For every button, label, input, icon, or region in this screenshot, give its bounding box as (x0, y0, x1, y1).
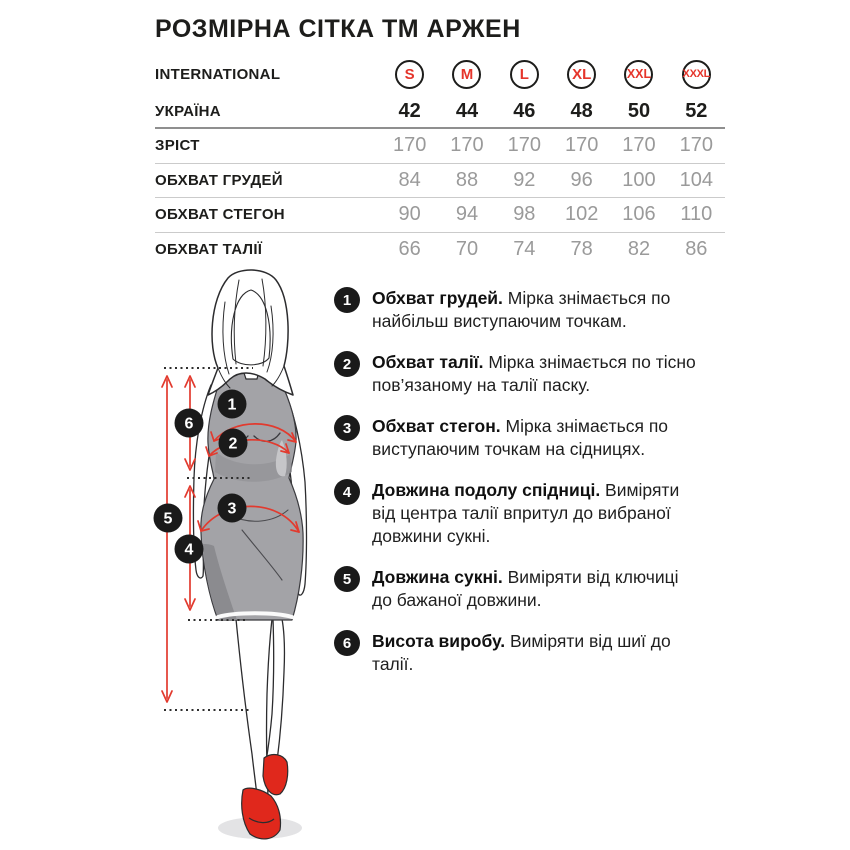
figure-badge-3-num: 3 (227, 500, 237, 518)
list-text (372, 630, 696, 676)
size-label: XL (572, 65, 592, 83)
international-row (155, 52, 725, 96)
size-circle-xxxl (668, 60, 725, 89)
ukraine-label: УКРАЇНА (155, 102, 221, 120)
red-heels (242, 755, 288, 839)
row-label: ОБХВАТ ГРУДЕЙ (155, 171, 283, 189)
cell-value: 170 (622, 134, 656, 157)
measure-term: Довжина сукні. (372, 567, 503, 587)
list-item-2 (334, 351, 738, 397)
ukraine-size: 46 (513, 99, 536, 122)
cell-value: 70 (455, 237, 479, 260)
figure-badge-5-num: 5 (163, 510, 173, 528)
list-badge-2: 2 (334, 351, 360, 377)
measure-desc: Мірка знімається по виступаючим точкам на сідницях. (372, 416, 669, 459)
measure-desc: Мірка знімається по найбільш виступаючим точкам. (372, 288, 671, 331)
dress (201, 373, 303, 620)
measure-desc: Виміряти від центра талії впритул до вибраної довжини сукні. (372, 480, 680, 546)
size-circle-xl (553, 60, 610, 89)
measurement-figure (140, 262, 350, 850)
row-label: ЗРІСТ (155, 137, 200, 155)
table-row-height (155, 129, 725, 163)
measure-term: Обхват грудей. (372, 288, 503, 308)
measurements-table-body (155, 127, 725, 266)
figure-badge-1-num: 1 (227, 396, 237, 414)
size-table (155, 52, 725, 266)
cell-value: 96 (570, 168, 593, 191)
list-badge-1: 1 (334, 287, 360, 313)
table-row-bust (155, 163, 725, 198)
cell-value: 170 (679, 134, 713, 157)
list-item-5 (334, 566, 738, 612)
measure-term: Довжина подолу спідниці. (372, 480, 601, 500)
ukraine-size: 48 (570, 99, 593, 122)
size-circle-xxl (610, 60, 667, 89)
measure-term: Обхват стегон. (372, 416, 501, 436)
list-badge-4: 4 (334, 479, 360, 505)
cell-value: 170 (392, 134, 427, 157)
list-text (372, 479, 696, 548)
list-badge-5: 5 (334, 566, 360, 592)
ukraine-size: 50 (627, 99, 651, 122)
cell-value: 66 (398, 237, 421, 260)
size-circle (452, 60, 481, 89)
cell-value: 170 (450, 134, 484, 157)
cell-value: 100 (622, 168, 656, 191)
size-label: L (519, 65, 529, 83)
size-label: M (460, 65, 474, 83)
size-circle (682, 60, 711, 89)
measurement-list (334, 287, 738, 694)
list-text (372, 351, 696, 397)
table-row-hips (155, 197, 725, 232)
measure-desc: Мірка знімається по тісно пов’язаному на талії паску. (372, 352, 696, 395)
list-item-4 (334, 479, 738, 548)
cell-value: 106 (622, 203, 656, 226)
list-badge-3: 3 (334, 415, 360, 441)
cell-value: 110 (680, 203, 713, 226)
cell-value: 170 (564, 134, 599, 157)
cell-value: 74 (513, 237, 536, 260)
international-label: INTERNATIONAL (155, 65, 281, 83)
page-title: РОЗМІРНА СІТКА ТМ АРЖЕН (155, 15, 521, 43)
cell-value: 98 (513, 203, 536, 226)
cell-value: 82 (627, 237, 651, 260)
list-text (372, 566, 696, 612)
size-circle (624, 60, 653, 89)
size-circle-s (381, 60, 438, 89)
row-label: ОБХВАТ ТАЛІЇ (155, 240, 263, 258)
cell-value: 90 (398, 203, 421, 226)
size-circle (395, 60, 424, 89)
cell-value: 86 (685, 237, 708, 260)
list-text (372, 415, 696, 461)
cell-value: 94 (455, 203, 479, 226)
list-item-3 (334, 415, 738, 461)
figure-badge-2-num: 2 (228, 435, 238, 453)
cell-value: 84 (398, 168, 421, 191)
list-item-6 (334, 630, 738, 676)
ukraine-size: 52 (685, 99, 708, 122)
list-badge-6: 6 (334, 630, 360, 656)
size-circle (567, 60, 596, 89)
size-label: XXXL (682, 68, 711, 80)
size-circle-m (438, 60, 495, 89)
cell-value: 104 (679, 168, 713, 191)
cell-value: 102 (564, 203, 599, 226)
measure-desc: Виміряти від шиї до талії. (372, 631, 671, 674)
figure-badge-4-num: 4 (184, 541, 194, 559)
size-circle-l (496, 60, 553, 89)
ukraine-size: 42 (398, 99, 421, 122)
list-item-1 (334, 287, 738, 333)
measure-desc: Виміряти від ключиці до бажаної довжини. (372, 567, 679, 610)
row-label: ОБХВАТ СТЕГОН (155, 206, 285, 224)
size-circle (510, 60, 539, 89)
measure-term: Обхват талії. (372, 352, 484, 372)
ukraine-row (155, 96, 725, 126)
size-label: S (404, 65, 415, 83)
table-row-waist (155, 232, 725, 267)
ukraine-size: 44 (455, 99, 479, 122)
list-text (372, 287, 696, 333)
cell-value: 170 (507, 134, 541, 157)
measure-term: Висота виробу. (372, 631, 506, 651)
cell-value: 92 (513, 168, 536, 191)
figure-badge-6-num: 6 (184, 415, 194, 433)
size-label: XXL (626, 67, 652, 81)
cell-value: 88 (455, 168, 479, 191)
cell-value: 78 (570, 237, 593, 260)
